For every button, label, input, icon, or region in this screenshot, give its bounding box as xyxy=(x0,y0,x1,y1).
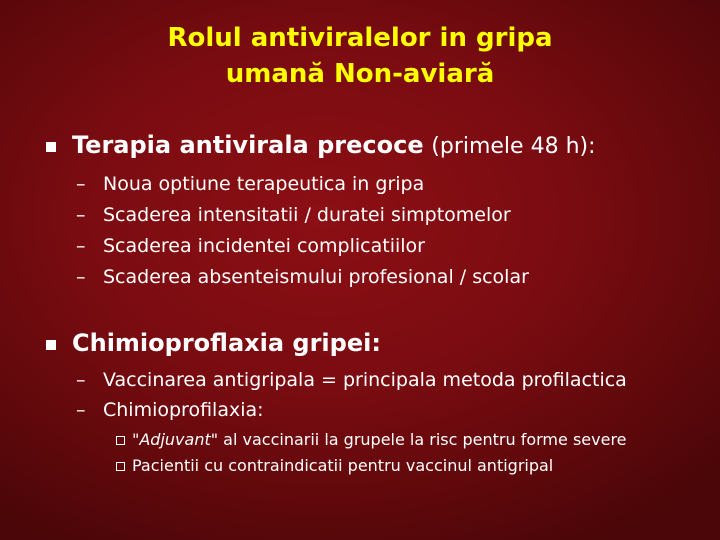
small-square-bullet-icon xyxy=(116,462,125,471)
square-bullet-icon xyxy=(46,142,56,152)
small-square-bullet-icon xyxy=(116,436,125,445)
sub-list-item-text: Pacientii cu contraindicatii pentru vaccinul antigripal xyxy=(132,456,554,475)
adjuvant-italic-text: "Adjuvant" xyxy=(132,430,219,449)
heading-normal-text: (primele 48 h): xyxy=(431,134,596,159)
dash-bullet-icon: – xyxy=(76,235,86,257)
list-item-text: Scaderea absenteismului profesional / scolar xyxy=(103,266,529,288)
heading-bold-text: Terapia antivirala precoce xyxy=(72,131,424,159)
list-item-text: Noua optiune terapeutica in gripa xyxy=(103,173,425,195)
title-line-1: Rolul antiviralelor in gripa xyxy=(167,23,553,53)
list-item-text: Vaccinarea antigripala = principala metoda profilactica xyxy=(103,369,627,391)
sub-list-item-text xyxy=(132,430,627,449)
heading-bold-text: Chimioproflaxia gripei: xyxy=(72,329,381,357)
dash-bullet-icon: – xyxy=(76,173,86,195)
section-heading-chimioproflaxia xyxy=(72,329,381,357)
dash-bullet-icon: – xyxy=(76,399,86,421)
sub-item-rest-text: al vaccinarii la grupele la risc pentru forme severe xyxy=(218,430,627,449)
dash-bullet-icon: – xyxy=(76,204,86,226)
dash-bullet-icon: – xyxy=(76,369,86,391)
list-item-text: Scaderea intensitatii / duratei simptomelor xyxy=(103,204,511,226)
dash-bullet-icon: – xyxy=(76,266,86,288)
section-heading-terapia xyxy=(72,131,596,159)
square-bullet-icon xyxy=(46,340,56,350)
title-line-2: umană Non-aviară xyxy=(225,59,495,89)
slide-title xyxy=(0,20,720,92)
list-item-text: Chimioprofilaxia: xyxy=(103,399,264,421)
list-item-text: Scaderea incidentei complicatiilor xyxy=(103,235,425,257)
